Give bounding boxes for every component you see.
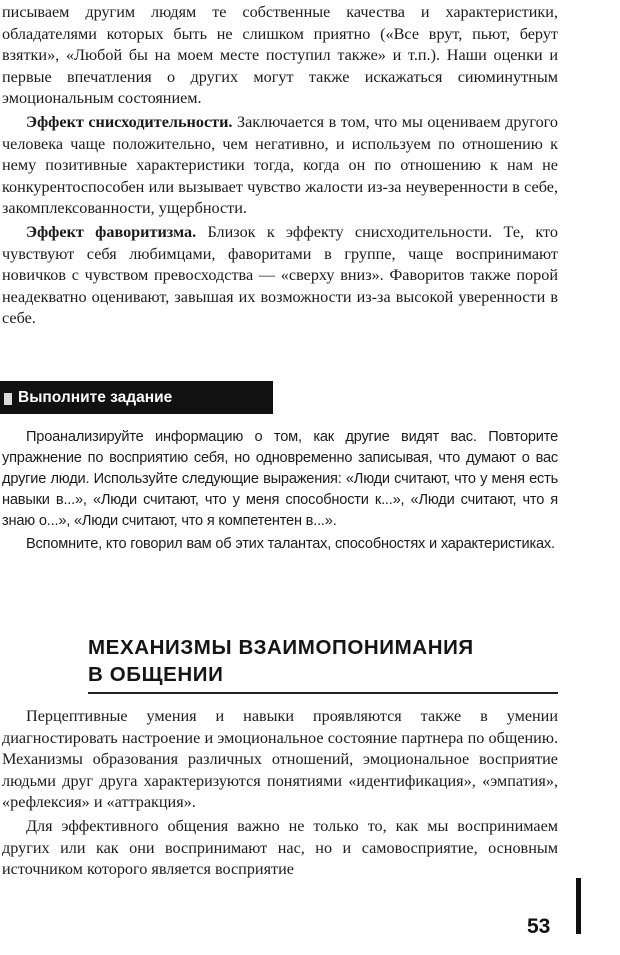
paragraph-perceptive-skills: Перцептивные умения и навыки проявляются также в умении диагностировать настроение и эмоциональное состояние партнера по общению. Механизмы образования различных отношений, эмоциональное восприятие людьми друг друга характеризуются понятиями «идентификация», «эмпатия», «рефлексия» и «аттракция».: [2, 707, 558, 812]
section-heading-line: В ОБЩЕНИИ: [88, 663, 224, 686]
text-block-mechanisms: [2, 706, 558, 881]
paragraph-text: писываем другим людям те собственные качества и характеристики, обладателями которых быть не слишком приятно («Все врут, пьют, берут взятки», «Любой бы на моем месте поступил также» и т.п.). Наши оценки и первые впечатления о других могут также искажаться сиюминутным эмоциональным состоянием.: [2, 3, 558, 108]
banner-marker-icon: [4, 393, 12, 405]
task-paragraph: Проанализируйте информацию о том, как другие видят вас. Повторите упражнение по восприятию себя, но одновременно записывая, что думают о вас другие люди. Используйте следующие выражения: «Люди считают, что у меня есть навыки в...», «Люди считают, что у меня способности к...», «Люди считают, что я знаю о...», «Люди считают, что я компетентен в...».: [2, 429, 558, 529]
paragraph-self-perception: Для эффективного общения важно не только то, как мы воспринимаем других или как они воспринимают нас, но и самовосприятие, основным источником которого является восприятие: [2, 816, 558, 879]
text-block-effects: [2, 2, 558, 330]
paragraph-text: Близок к эффекту снисходительности. Те, кто чувствуют себя любимцами, фаворитами в группе, чаще воспринимают новичков с чувством превосходства — «сверху вниз». Фаворитов также порой неадекватно оценивают, завышая их возможности из-за высокой уверенности в себе.: [2, 222, 558, 328]
page-number: 53: [527, 915, 551, 938]
section-heading: [88, 634, 558, 688]
term-condescension-effect: Эффект снисходительности.: [26, 112, 233, 131]
section-heading-line: МЕХАНИЗМЫ ВЗАИМОПОНИМАНИЯ: [88, 636, 474, 659]
task-banner-label: Выполните задание: [18, 389, 173, 406]
paragraph-favoritism-effect: [2, 222, 558, 330]
margin-thumb-index: [576, 878, 581, 934]
task-banner: [0, 381, 273, 414]
paragraph-continuation: [2, 2, 558, 110]
task-paragraph: Вспомните, кто говорил вам об этих талантах, способностях и характеристиках.: [26, 536, 555, 552]
paragraph-text: Заключается в том, что мы оцениваем другого человека чаще положительно, чем негативно, и используем по отношению к нему позитивные характеристики тогда, когда он по отношению к нам не конкурентоспособен или вызывает чувство жалости из-за неуверенности в себе, закомплексованности, ущербности.: [2, 112, 558, 218]
term-favoritism-effect: Эффект фаворитизма.: [26, 222, 197, 241]
paragraph-condescension-effect: [2, 112, 558, 220]
heading-underline: [88, 692, 558, 694]
task-text-block: [2, 427, 558, 555]
